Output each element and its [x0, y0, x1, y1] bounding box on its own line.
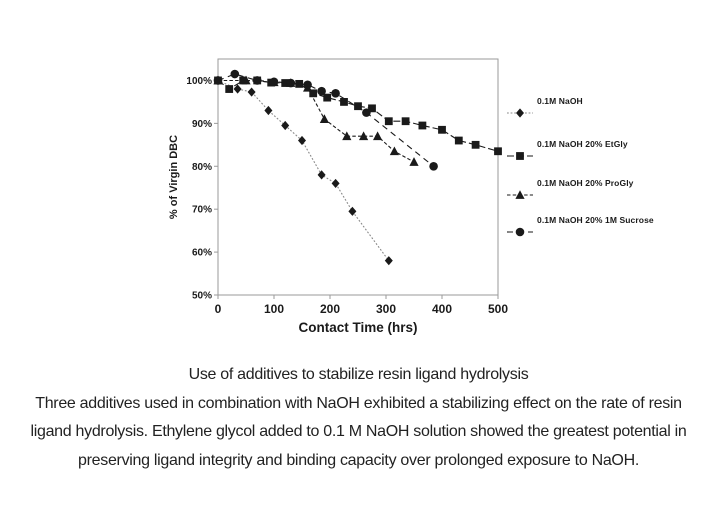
- caption-line-2: ligand hydrolysis. Ethylene glycol added to 0.1 M NaOH solution showed the greatest potential in: [30, 423, 687, 440]
- y-tick-label: 90%: [191, 118, 212, 130]
- x-tick-label: 200: [319, 302, 341, 316]
- y-axis-title: % of Virgin DBC: [168, 134, 180, 220]
- legend-label-progly: 0.1M NaOH 20% ProGly: [537, 178, 634, 188]
- caption: [0, 361, 717, 475]
- legend-label-etgly: 0.1M NaOH 20% EtGly: [537, 139, 628, 149]
- x-tick-label: 100: [263, 302, 285, 316]
- y-tick-label: 70%: [191, 204, 212, 216]
- series-naoh: [214, 76, 393, 265]
- legend-label-sucrose: 0.1M NaOH 20% 1M Sucrose: [537, 215, 654, 225]
- y-tick-label: 50%: [191, 290, 212, 302]
- axes: [168, 76, 508, 335]
- x-axis-title: Contact Time (hrs): [298, 320, 418, 335]
- caption-line-1: Three additives used in combination with NaOH exhibited a stabilizing effect on the rate of resin: [35, 394, 682, 412]
- x-tick-label: 400: [431, 302, 453, 316]
- x-tick-label: 500: [487, 302, 509, 316]
- y-tick-label: 60%: [191, 247, 212, 259]
- y-tick-label: 80%: [191, 161, 212, 173]
- y-tick-label: 100%: [186, 75, 212, 87]
- x-tick-label: 300: [375, 302, 397, 316]
- legend-label-naoh: 0.1M NaOH: [537, 96, 583, 106]
- series-naoh-etgly: [214, 77, 502, 156]
- caption-title: Use of additives to stabilize resin ligand hydrolysis: [188, 366, 529, 383]
- x-tick-label: 0: [214, 302, 222, 316]
- plot-frame: [218, 59, 498, 295]
- caption-line-3: preserving ligand integrity and binding capacity over prolonged exposure to NaOH.: [78, 451, 639, 469]
